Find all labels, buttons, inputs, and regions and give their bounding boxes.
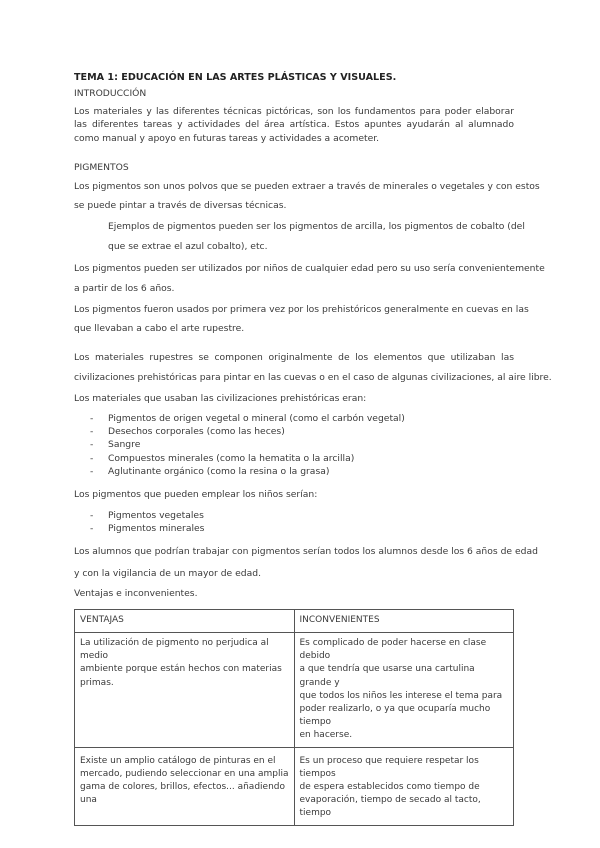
paragraph-line: Los materiales rupestres se componen originalmente de los elementos que utilizaban las [74, 352, 514, 363]
list-item: - Pigmentos minerales [90, 522, 204, 535]
cell-line: La utilización de pigmento no perjudica al medio [80, 638, 269, 662]
cell-line: a que tendría que usarse una cartulina grande y [299, 664, 475, 688]
table-cell [75, 633, 295, 748]
table-row [75, 747, 514, 825]
cell-line: en hacerse. [299, 730, 353, 741]
list-item: - Compuestos minerales (como la hematita o la arcilla) [90, 452, 405, 465]
cell-line: de espera establecidos como tiempo de [299, 782, 480, 793]
cell-line: ambiente porque están hechos con materias [80, 664, 282, 675]
intro-paragraph: Los materiales y las diferentes técnicas pictóricas, son los fundamentos para poder elaborar las diferentes tareas y actividades del área artística. Estos apuntes ayudarán al alumnado como manual y apoyo en futuras tareas y actividades a acometer. [74, 106, 514, 144]
paragraph-line: Los pigmentos son unos polvos que se pueden extraer a través de minerales o vegetales y con estos [74, 181, 540, 192]
paragraph-line: y con la vigilancia de un mayor de edad. [74, 568, 261, 579]
cell-line: primas. [80, 677, 114, 688]
paragraph-line: se puede pintar a través de diversas técnicas. [74, 200, 287, 211]
list-item: - Desechos corporales (como las heces) [90, 425, 405, 438]
page-title: TEMA 1: EDUCACIÓN EN LAS ARTES PLÁSTICAS Y VISUALES. [74, 72, 397, 83]
paragraph-line: Los pigmentos fueron usados por primera vez por los prehistóricos generalmente en cuevas en las [74, 304, 529, 315]
example-line: Ejemplos de pigmentos pueden ser los pigmentos de arcilla, los pigmentos de cobalto (del [108, 221, 525, 232]
cell-line: mercado, pudiendo seleccionar en una amplia [80, 768, 289, 779]
table-cell [294, 633, 514, 748]
paragraph-line: Ventajas e inconvenientes. [74, 588, 198, 599]
paragraph-line: Los pigmentos pueden ser utilizados por niños de cualquier edad pero su uso sería convenientemente [74, 263, 545, 274]
cell-line: Existe un amplio catálogo de pinturas en el [80, 755, 276, 766]
paragraph-line: que llevaban a cabo el arte rupestre. [74, 323, 245, 334]
paragraph-line: Los alumnos que podrían trabajar con pigmentos serían todos los alumnos desde los 6 años de edad [74, 546, 538, 557]
table-cell [75, 747, 295, 825]
intro-heading: INTRODUCCIÓN [74, 88, 147, 99]
cell-line: que todos los niños les interese el tema para [299, 690, 503, 701]
ninos-list [90, 509, 204, 535]
ventajas-table [74, 609, 514, 826]
paragraph-line: Los materiales que usaban las civilizaciones prehistóricas eran: [74, 393, 367, 404]
cell-line: Es un proceso que requiere respetar los tiempos [299, 755, 479, 779]
table-header: VENTAJAS [75, 610, 295, 633]
table-header-row [75, 610, 514, 633]
paragraph-line: Los pigmentos que pueden emplear los niños serían: [74, 489, 318, 500]
cell-line: evaporación, tiempo de secado al tacto, tiempo [299, 795, 481, 819]
table-cell [294, 747, 514, 825]
cell-line: Es complicado de poder hacerse en clase debido [299, 638, 487, 662]
list-item: - Pigmentos de origen vegetal o mineral (como el carbón vegetal) [90, 412, 405, 425]
list-item: - Sangre [90, 438, 405, 451]
table-row [75, 633, 514, 748]
paragraph-line: civilizaciones prehistóricas para pintar en las cuevas o en el caso de algunas civilizaciones, al aire libre. [74, 372, 552, 383]
pigmentos-heading: PIGMENTOS [74, 162, 129, 173]
paragraph-line: a partir de los 6 años. [74, 283, 175, 294]
list-item: - Pigmentos vegetales [90, 509, 204, 522]
table-header: INCONVENIENTES [294, 610, 514, 633]
materiales-list [90, 412, 405, 478]
cell-line: poder realizarlo, o ya que ocuparía mucho tiempo [299, 704, 491, 728]
cell-line: gama de colores, brillos, efectos... añadiendo una [80, 782, 285, 806]
list-item: - Aglutinante orgánico (como la resina o la grasa) [90, 465, 405, 478]
example-line: que se extrae el azul cobalto), etc. [108, 241, 268, 252]
